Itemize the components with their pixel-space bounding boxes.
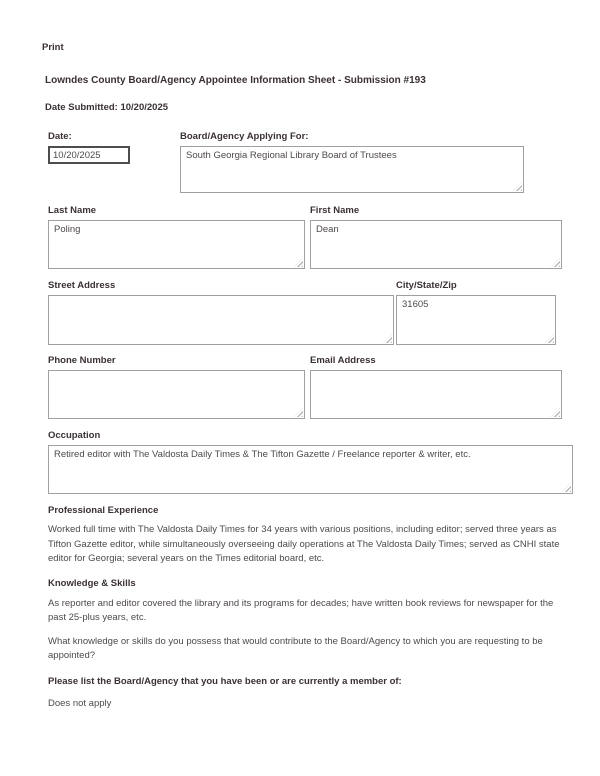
field-date <box>48 131 180 193</box>
row-occupation <box>48 430 573 494</box>
last-name-value: Poling <box>54 224 81 235</box>
street-address-textarea[interactable] <box>48 295 394 345</box>
field-email-address <box>310 355 562 419</box>
resize-grip-icon[interactable] <box>562 483 571 492</box>
row-date-board <box>48 131 573 193</box>
city-state-zip-label: City/State/Zip <box>396 280 457 291</box>
field-first-name <box>310 205 562 269</box>
board-agency-value: South Georgia Regional Library Board of Trustees <box>186 150 397 161</box>
row-address <box>48 280 573 345</box>
last-name-textarea[interactable] <box>48 220 305 269</box>
first-name-textarea[interactable] <box>310 220 562 269</box>
date-submitted-text: Date Submitted: 10/20/2025 <box>45 102 169 113</box>
board-agency-label: Board/Agency Applying For: <box>180 131 309 142</box>
field-street-address <box>48 280 394 345</box>
resize-grip-icon[interactable] <box>551 408 560 417</box>
resize-grip-icon[interactable] <box>551 258 560 267</box>
first-name-label: First Name <box>310 205 360 216</box>
phone-number-textarea[interactable] <box>48 370 305 419</box>
resize-grip-icon[interactable] <box>294 408 303 417</box>
resize-grip-icon[interactable] <box>513 182 522 191</box>
date-input[interactable] <box>48 146 130 164</box>
membership-answer: Does not apply <box>48 697 112 709</box>
field-phone-number <box>48 355 305 419</box>
city-state-zip-value: 31605 <box>402 299 429 310</box>
occupation-label: Occupation <box>48 430 101 441</box>
professional-experience-text: Worked full time with The Valdosta Daily Times for 34 years with various positions, including editor; served three years as Tifton Gazette editor, while simultaneously overseeing daily operations at The Valdosta Daily Times; served as CNHI state editor for Georgia; several years on the Times editorial board, etc. <box>48 524 560 564</box>
resize-grip-icon[interactable] <box>294 258 303 267</box>
board-agency-textarea[interactable] <box>180 146 524 193</box>
field-board-agency <box>180 131 524 193</box>
print-button[interactable]: Print <box>42 42 64 53</box>
phone-number-label: Phone Number <box>48 355 116 366</box>
city-state-zip-textarea[interactable] <box>396 295 556 345</box>
occupation-value: Retired editor with The Valdosta Daily Times & The Tifton Gazette / Freelance reporter & writer, etc. <box>54 449 471 460</box>
last-name-label: Last Name <box>48 205 97 216</box>
knowledge-skills-heading: Knowledge & Skills <box>48 577 136 589</box>
first-name-value: Dean <box>316 224 339 235</box>
date-label: Date: <box>48 131 72 142</box>
email-address-label: Email Address <box>310 355 376 366</box>
knowledge-skills-text: As reporter and editor covered the library and its programs for decades; have written book reviews for newspaper for the past 25-plus years, etc. <box>48 597 554 623</box>
row-contact <box>48 355 573 419</box>
field-occupation <box>48 430 573 494</box>
field-last-name <box>48 205 305 269</box>
knowledge-skills-question: What knowledge or skills do you possess that would contribute to the Board/Agency to which you are requesting to be appointed? <box>48 635 543 661</box>
membership-question: Please list the Board/Agency that you have been or are currently a member of: <box>48 675 402 687</box>
email-address-textarea[interactable] <box>310 370 562 419</box>
page-title: Lowndes County Board/Agency Appointee Information Sheet - Submission #193 <box>45 75 426 86</box>
occupation-textarea[interactable] <box>48 445 573 494</box>
field-city-state-zip <box>396 280 556 345</box>
professional-experience-heading: Professional Experience <box>48 505 159 516</box>
resize-grip-icon[interactable] <box>545 334 554 343</box>
street-address-label: Street Address <box>48 280 116 291</box>
row-name <box>48 205 573 269</box>
resize-grip-icon[interactable] <box>383 334 392 343</box>
